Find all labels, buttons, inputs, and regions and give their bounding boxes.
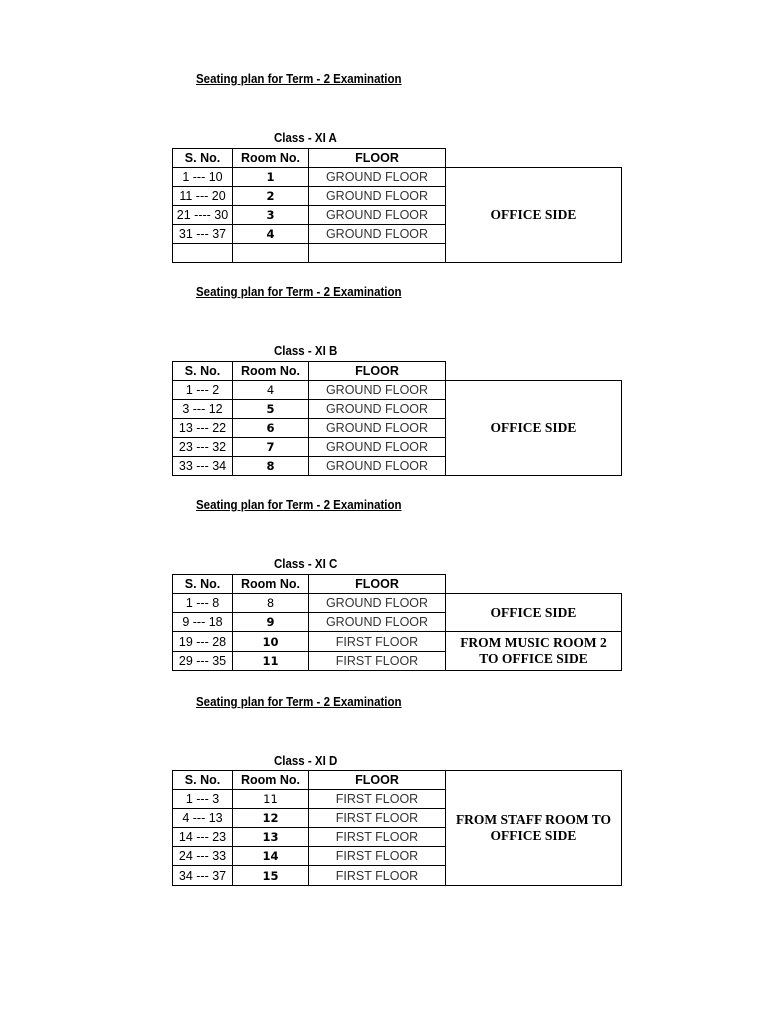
table-cell-sno: 19 --- 28 [172,631,233,652]
column-header-room: Room No. [232,361,309,381]
table-cell-floor [308,243,446,263]
table-cell-floor: GROUND FLOOR [308,167,446,187]
table-cell-floor: GROUND FLOOR [308,186,446,206]
table-cell-room: 10 [232,631,309,652]
table-cell-sno: 33 --- 34 [172,456,233,476]
table-cell-floor: FIRST FLOOR [308,808,446,828]
table-cell-room: 13 [232,827,309,847]
table-cell-room: 1 [232,167,309,187]
table-cell-sno: 1 --- 3 [172,789,233,809]
column-header-floor: FLOOR [308,770,446,790]
table-cell-sno: 9 --- 18 [172,612,233,632]
table-cell-floor: FIRST FLOOR [308,865,446,886]
table-cell-sno: 1 --- 8 [172,593,233,613]
side-note: FROM STAFF ROOM TO OFFICE SIDE [445,770,622,886]
table-cell-sno: 1 --- 10 [172,167,233,187]
class-label: Class - XI C [274,557,338,571]
table-cell-floor: FIRST FLOOR [308,651,446,671]
column-header-floor: FLOOR [308,361,446,381]
column-header-sno: S. No. [172,148,233,168]
column-header-room: Room No. [232,148,309,168]
table-cell-floor: GROUND FLOOR [308,612,446,632]
table-cell-sno: 34 --- 37 [172,865,233,886]
table-cell-room: 5 [232,399,309,419]
table-cell-sno: 21 ---- 30 [172,205,233,225]
table-cell-room: 4 [232,224,309,244]
table-cell-sno: 29 --- 35 [172,651,233,671]
class-label: Class - XI A [274,131,337,145]
side-note: OFFICE SIDE [445,167,622,263]
table-cell-floor: GROUND FLOOR [308,205,446,225]
table-cell-room: 6 [232,418,309,438]
table-cell-sno: 31 --- 37 [172,224,233,244]
table-cell-room: 15 [232,865,309,886]
table-cell-floor: FIRST FLOOR [308,789,446,809]
table-cell-sno: 14 --- 23 [172,827,233,847]
table-cell-sno: 4 --- 13 [172,808,233,828]
table-cell-floor: GROUND FLOOR [308,437,446,457]
table-cell-floor: GROUND FLOOR [308,593,446,613]
table-cell-floor: FIRST FLOOR [308,827,446,847]
section-heading: Seating plan for Term - 2 Examination [196,498,402,512]
table-cell-floor: GROUND FLOOR [308,224,446,244]
table-cell-room: 7 [232,437,309,457]
table-cell-sno: 24 --- 33 [172,846,233,866]
table-cell-room: 2 [232,186,309,206]
table-cell-room: 8 [232,593,309,613]
table-cell-room: 9 [232,612,309,632]
table-cell-room: 14 [232,846,309,866]
table-cell-sno: 1 --- 2 [172,380,233,400]
section-heading: Seating plan for Term - 2 Examination [196,695,402,709]
column-header-floor: FLOOR [308,574,446,594]
side-note: OFFICE SIDE [445,593,622,632]
side-note: OFFICE SIDE [445,380,622,476]
table-cell-sno: 3 --- 12 [172,399,233,419]
column-header-room: Room No. [232,574,309,594]
table-cell-sno: 23 --- 32 [172,437,233,457]
column-header-sno: S. No. [172,770,233,790]
class-label: Class - XI D [274,754,338,768]
table-cell-floor: FIRST FLOOR [308,631,446,652]
table-cell-room: 11 [232,651,309,671]
table-cell-room: 4 [232,380,309,400]
table-cell-floor: GROUND FLOOR [308,456,446,476]
table-cell-floor: GROUND FLOOR [308,399,446,419]
table-cell-sno: 11 --- 20 [172,186,233,206]
table-cell-room: 3 [232,205,309,225]
table-cell-room [232,243,309,263]
column-header-floor: FLOOR [308,148,446,168]
section-heading: Seating plan for Term - 2 Examination [196,285,402,299]
side-note: FROM MUSIC ROOM 2 TO OFFICE SIDE [445,631,622,671]
section-heading: Seating plan for Term - 2 Examination [196,72,402,86]
table-cell-room: 8 [232,456,309,476]
table-cell-floor: GROUND FLOOR [308,380,446,400]
table-cell-room: 12 [232,808,309,828]
table-cell-sno: 13 --- 22 [172,418,233,438]
table-cell-sno [172,243,233,263]
class-label: Class - XI B [274,344,338,358]
table-cell-floor: FIRST FLOOR [308,846,446,866]
table-cell-room: 11 [232,789,309,809]
column-header-sno: S. No. [172,361,233,381]
column-header-room: Room No. [232,770,309,790]
column-header-sno: S. No. [172,574,233,594]
table-cell-floor: GROUND FLOOR [308,418,446,438]
